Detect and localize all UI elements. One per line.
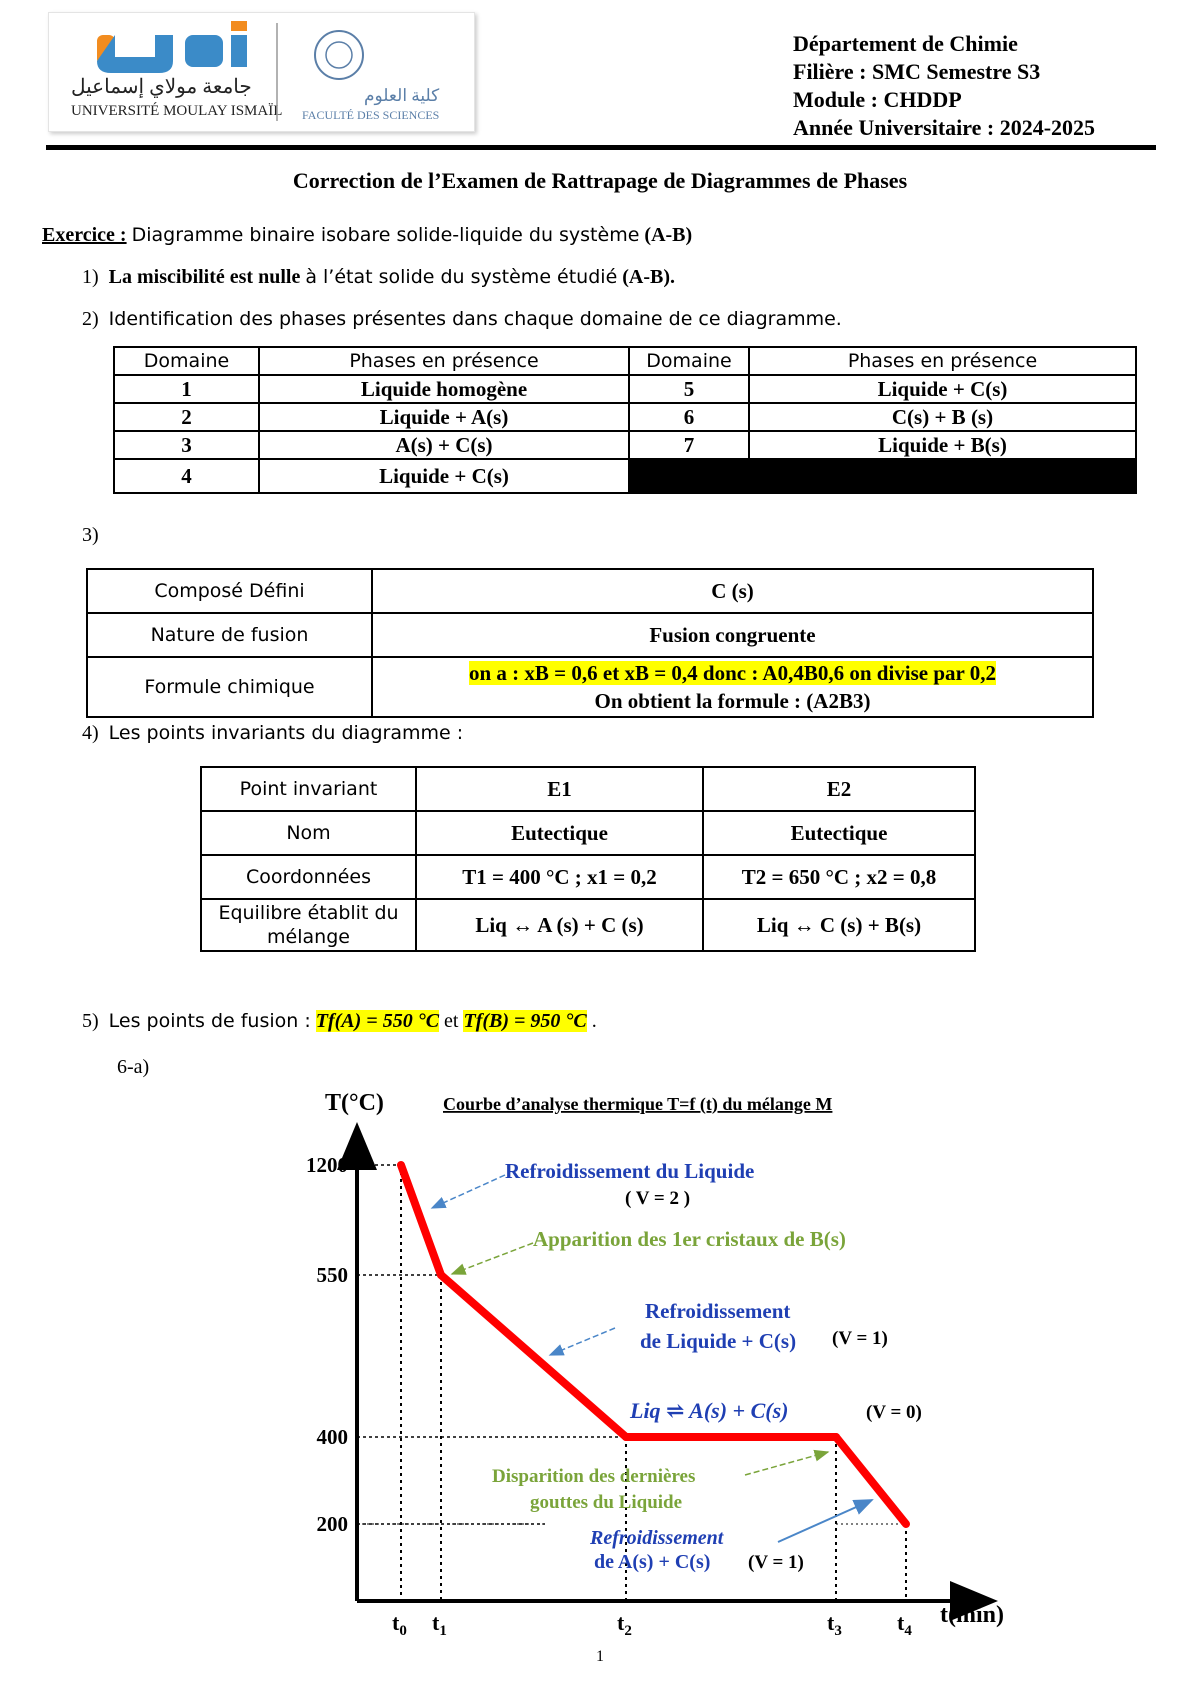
melting-point-a: Tf(A) = 550 °C — [315, 1010, 440, 1032]
question-1: 1) La miscibilité est nulle à l’état solide du système étudié (A-B). — [82, 266, 676, 288]
x-tick-label: $t_1$ — [432, 1610, 447, 1639]
invariant-points-table: Point invariant E1 E2 Nom Eutectique Eutectique Coordonnées T1 = 400 °C ; x1 = 0,2 T2 = 650 °C ; x2 = 0,8 Equilibre établit du mélange Liq ↔ A (s) + C (s) Liq ↔ C (s) + B(s) — [200, 766, 976, 952]
academic-year: Année Universitaire : 2024-2025 — [793, 115, 1096, 140]
y-axis-label: T(°C) — [325, 1090, 384, 1116]
exercise-label: Exercice : — [42, 224, 127, 246]
formula-line-1: on a : xB = 0,6 et xB = 0,4 donc : A0,4B0,6 on divise par 0,2 — [468, 661, 996, 685]
umi-arabic-text: جامعة مولاي إسماعيل — [71, 76, 252, 98]
x-tick-label: $t_0$ — [392, 1610, 407, 1639]
x-tick-label: $t_3$ — [827, 1610, 842, 1639]
svg-text:gouttes du Liquide: gouttes du Liquide — [530, 1492, 683, 1513]
x-axis-label: t(min) — [940, 1602, 1004, 1628]
y-tick-label: 200 — [316, 1512, 348, 1536]
annotation-solid-cooling: Refroidissement — [590, 1527, 724, 1549]
defined-compound-table: Composé Défini C (s) Nature de fusion Fusion congruente Formule chimique on a : xB = 0,6 et xB = 0,4 donc : A0,4B0,6 on divise par 0,2 On obtient la formule : (A2B3) — [86, 568, 1094, 718]
chart-title: Courbe d’analyse thermique T=f (t) du mélange M — [443, 1094, 833, 1114]
y-tick-label: 400 — [316, 1425, 348, 1449]
svg-text:( V = 2 ): ( V = 2 ) — [625, 1188, 691, 1209]
x-tick-labels — [392, 1610, 912, 1639]
melting-point-b: Tf(B) = 950 °C — [463, 1010, 587, 1032]
curve-segment — [401, 1165, 441, 1275]
question-2: 2) Identification des phases présentes dans chaque domaine de ce diagramme. — [82, 308, 842, 330]
y-tick-labels — [306, 1153, 348, 1536]
svg-text:(V = 1): (V = 1) — [748, 1552, 804, 1573]
x-tick-label: $t_4$ — [897, 1610, 912, 1639]
department: Département de Chimie — [793, 31, 1018, 56]
table-row: 2 Liquide + A(s) 6 C(s) + B (s) — [114, 403, 1136, 431]
page-number: 1 — [596, 1648, 604, 1665]
svg-text:de Liquide + C(s): de Liquide + C(s) — [640, 1329, 797, 1353]
filiere: Filière : SMC Semestre S3 — [793, 59, 1041, 84]
question-3: 3) — [82, 524, 99, 546]
question-4: 4) Les points invariants du diagramme : — [82, 722, 464, 744]
phases-table: Domaine Phases en présence Domaine Phases en présence 1 Liquide homogène 5 Liquide + C(s) 2 Liquide + A(s) 6 C(s) + B (s) 3 A(s) + C(s) 7 Liquide + B(s) 4 Liquide + C(s) — [113, 346, 1137, 494]
svg-text:(V = 1): (V = 1) — [832, 1328, 888, 1349]
y-tick-label: 550 — [316, 1263, 348, 1287]
y-tick-label: 1200 — [306, 1153, 348, 1177]
annotation-liquid-c-cooling: Refroidissement — [645, 1299, 791, 1323]
module: Module : CHDDP — [793, 87, 962, 112]
q1-answer: La miscibilité est nulle — [108, 266, 301, 288]
table-row: Coordonnées T1 = 400 °C ; x1 = 0,2 T2 = 650 °C ; x2 = 0,8 — [201, 855, 975, 899]
annotation-liquid-cooling: Refroidissement du Liquide — [505, 1159, 755, 1183]
svg-text:(V = 0): (V = 0) — [866, 1402, 922, 1423]
annotation-last-drops: Disparition des dernières — [492, 1466, 696, 1487]
page-title: Correction de l’Examen de Rattrapage de Diagrammes de Phases — [292, 168, 908, 193]
x-tick-label: $t_2$ — [617, 1610, 632, 1639]
exercise-system: (A-B) — [644, 224, 693, 246]
curve-segment — [441, 1275, 626, 1437]
question-6a: 6-a) — [117, 1056, 150, 1078]
table-row: Nom Eutectique Eutectique — [201, 811, 975, 855]
fs-latin-text: FACULTÉ DES SCIENCES — [302, 108, 440, 122]
annotation-first-crystals: Apparition des 1er cristaux de B(s) — [533, 1227, 846, 1251]
table-row: 3 A(s) + C(s) 7 Liquide + B(s) — [114, 431, 1136, 459]
question-5: 5) Les points de fusion : Tf(A) = 550 °C et Tf(B) = 950 °C . — [82, 1010, 597, 1032]
umi-latin-text: UNIVERSITÉ MOULAY ISMAÏL — [71, 103, 283, 119]
fs-arabic-text: كلية العلوم — [364, 86, 440, 105]
table-row: Equilibre établit du mélange Liq ↔ A (s) + C (s) Liq ↔ C (s) + B(s) — [201, 899, 975, 951]
table-row: 1 Liquide homogène 5 Liquide + C(s) — [114, 375, 1136, 403]
formula-line-2: On obtient la formule : (A2B3) — [594, 689, 871, 713]
annotation-eutectic-equilibrium: Liq ⇌ A(s) + C(s) — [630, 1398, 789, 1423]
svg-text:de A(s) + C(s): de A(s) + C(s) — [594, 1551, 711, 1573]
table-row: 4 Liquide + C(s) — [114, 459, 1136, 493]
exercise-text: Diagramme binaire isobare solide-liquide du système — [131, 224, 640, 246]
